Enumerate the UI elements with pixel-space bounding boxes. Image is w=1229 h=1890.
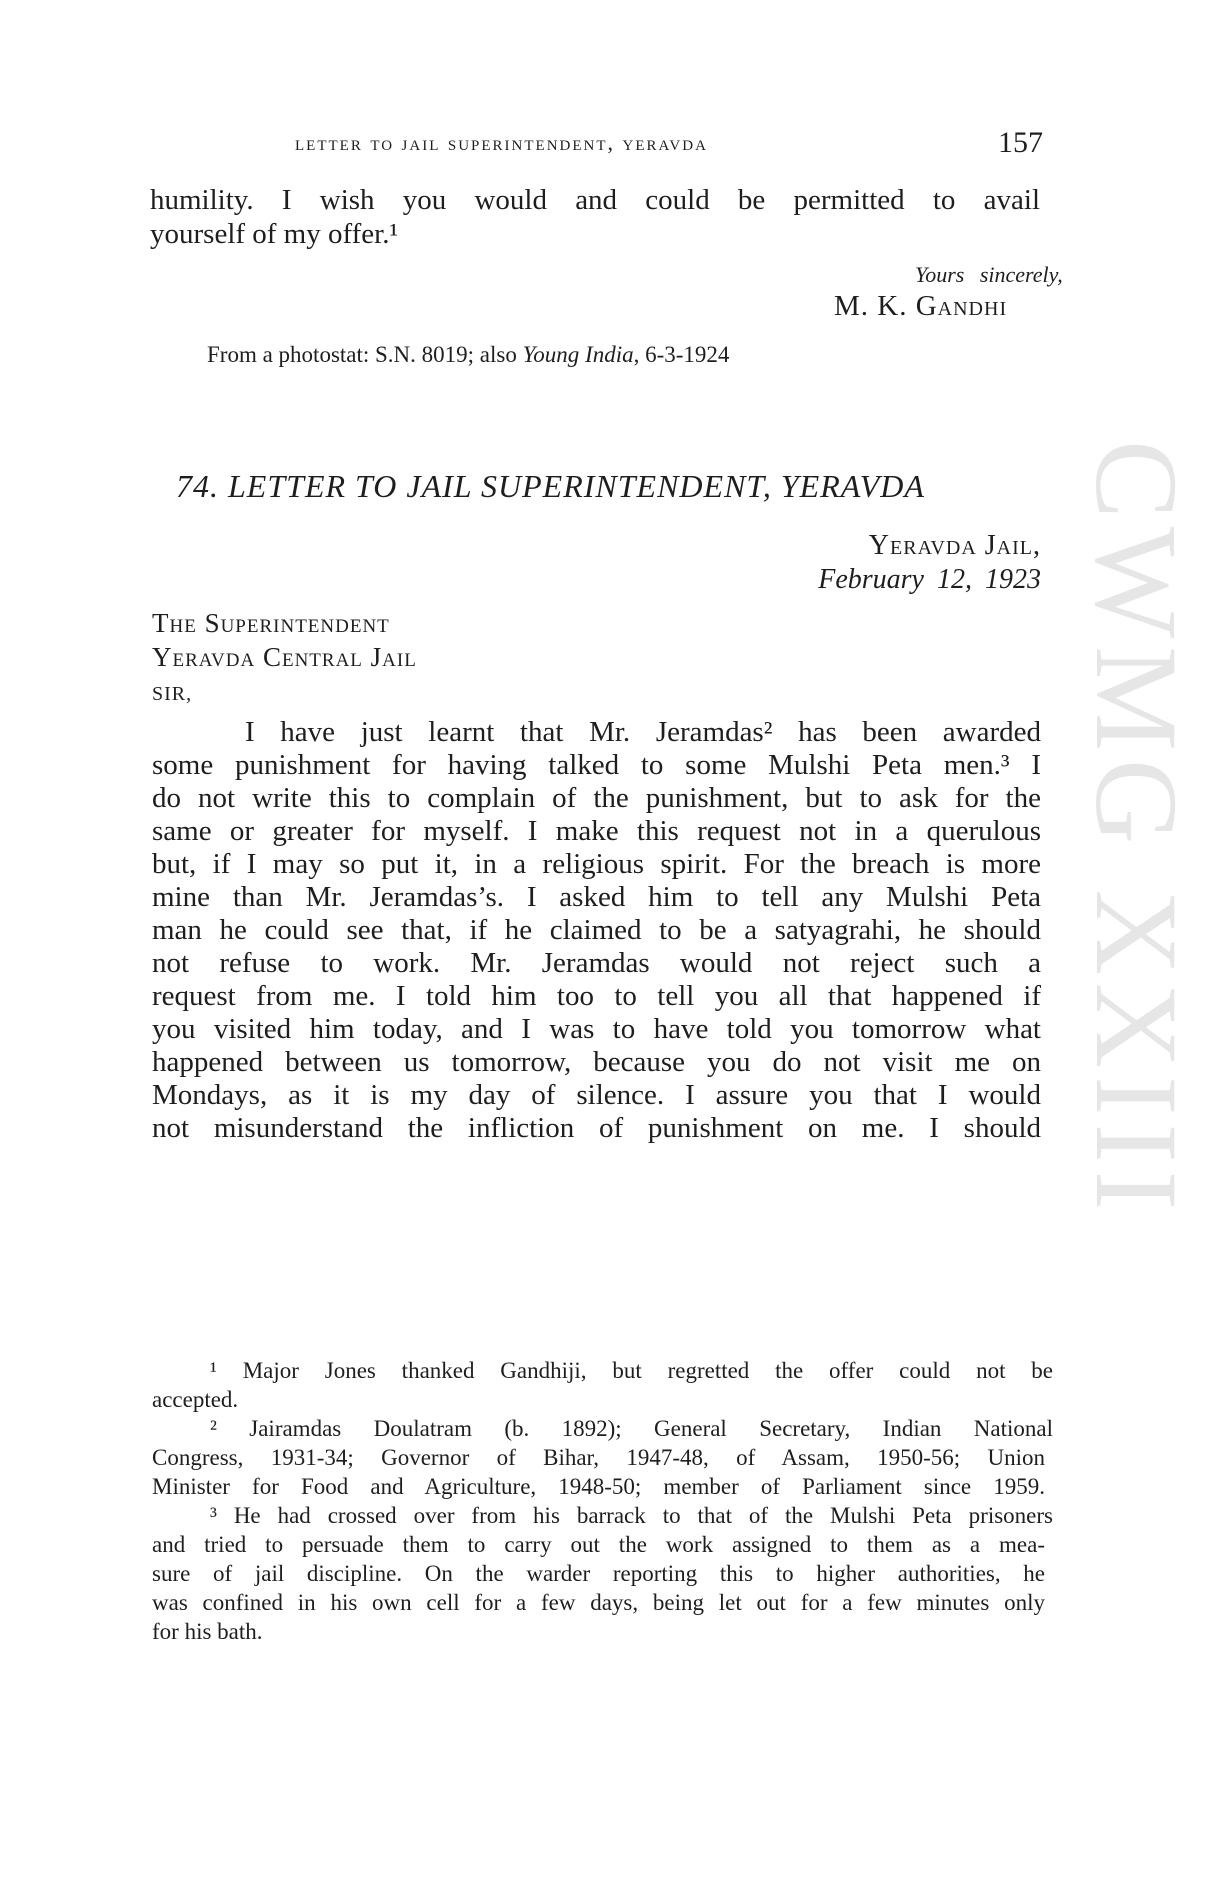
signature: M. K. Gandhi xyxy=(834,290,1008,322)
body-line: request from me. I told him too to tell you all that happened if xyxy=(152,980,1041,1012)
body-line: I have just learnt that Mr. Jeramdas² has been awarded xyxy=(245,716,1041,748)
body-line: same or greater for myself. I make this request not in a querulous xyxy=(152,815,1041,847)
source-date: , 6-3-1924 xyxy=(633,342,730,367)
running-header: letter to jail superintendent, yeravda xyxy=(295,130,708,155)
continued-text-line: yourself of my offer.¹ xyxy=(150,218,399,250)
watermark xyxy=(1012,440,1202,1570)
body-line: not refuse to work. Mr. Jeramdas would not reject such a xyxy=(152,947,1041,979)
body-line: you visited him today, and I was to have told you tomorrow what xyxy=(152,1013,1041,1045)
letter-place: Yeravda Jail, xyxy=(868,530,1041,561)
letter-title: 74. LETTER TO JAIL SUPERINTENDENT, YERAVDA xyxy=(176,468,925,504)
source-prefix: From a photostat: S.N. 8019; also xyxy=(207,342,517,367)
footnote-line: sure of jail discipline. On the warder reporting this to higher authorities, he xyxy=(152,1561,1045,1586)
footnote-line: Minister for Food and Agriculture, 1948-50; member of Parliament since 1959. xyxy=(152,1474,1045,1499)
footnote-line: for his bath. xyxy=(152,1619,263,1644)
letter-date: February 12, 1923 xyxy=(818,564,1041,595)
page-number: 157 xyxy=(998,126,1043,159)
footnote-line: and tried to persuade them to carry out the work assigned to them as a mea- xyxy=(152,1532,1045,1557)
continued-text-line: humility. I wish you would and could be permitted to avail xyxy=(150,184,1040,216)
footnote-line: was confined in his own cell for a few days, being let out for a few minutes only xyxy=(152,1590,1045,1615)
body-line: but, if I may so put it, in a religious spirit. For the breach is more xyxy=(152,848,1041,880)
body-line: not misunderstand the infliction of punishment on me. I should xyxy=(152,1112,1041,1144)
closing: Yours sincerely, xyxy=(915,262,1063,287)
body-line: happened between us tomorrow, because you do not visit me on xyxy=(152,1046,1041,1078)
watermark-text: CWMG XXIII xyxy=(1071,440,1202,1219)
footnote-line: ³ He had crossed over from his barrack to that of the Mulshi Peta prisoners xyxy=(210,1503,1053,1528)
body-line: some punishment for having talked to some Mulshi Peta men.³ I xyxy=(152,749,1041,781)
source-note xyxy=(207,342,729,368)
body-line: mine than Mr. Jeramdas’s. I asked him to tell any Mulshi Peta xyxy=(152,881,1041,913)
addressee-line: Yeravda Central Jail xyxy=(152,642,417,672)
footnote-line: accepted. xyxy=(152,1387,239,1412)
addressee-line: The Superintendent xyxy=(152,608,390,638)
source-journal: Young India xyxy=(522,342,634,367)
body-line: man he could see that, if he claimed to be a satyagrahi, he should xyxy=(152,914,1041,946)
footnote-line: ¹ Major Jones thanked Gandhiji, but regretted the offer could not be xyxy=(210,1358,1053,1383)
footnote-line: Congress, 1931-34; Governor of Bihar, 1947-48, of Assam, 1950-56; Union xyxy=(152,1445,1045,1470)
salutation: SIR, xyxy=(152,683,193,705)
body-line: Mondays, as it is my day of silence. I assure you that I would xyxy=(152,1079,1041,1111)
footnote-line: ² Jairamdas Doulatram (b. 1892); General Secretary, Indian National xyxy=(210,1416,1053,1441)
body-line: do not write this to complain of the punishment, but to ask for the xyxy=(152,782,1041,814)
